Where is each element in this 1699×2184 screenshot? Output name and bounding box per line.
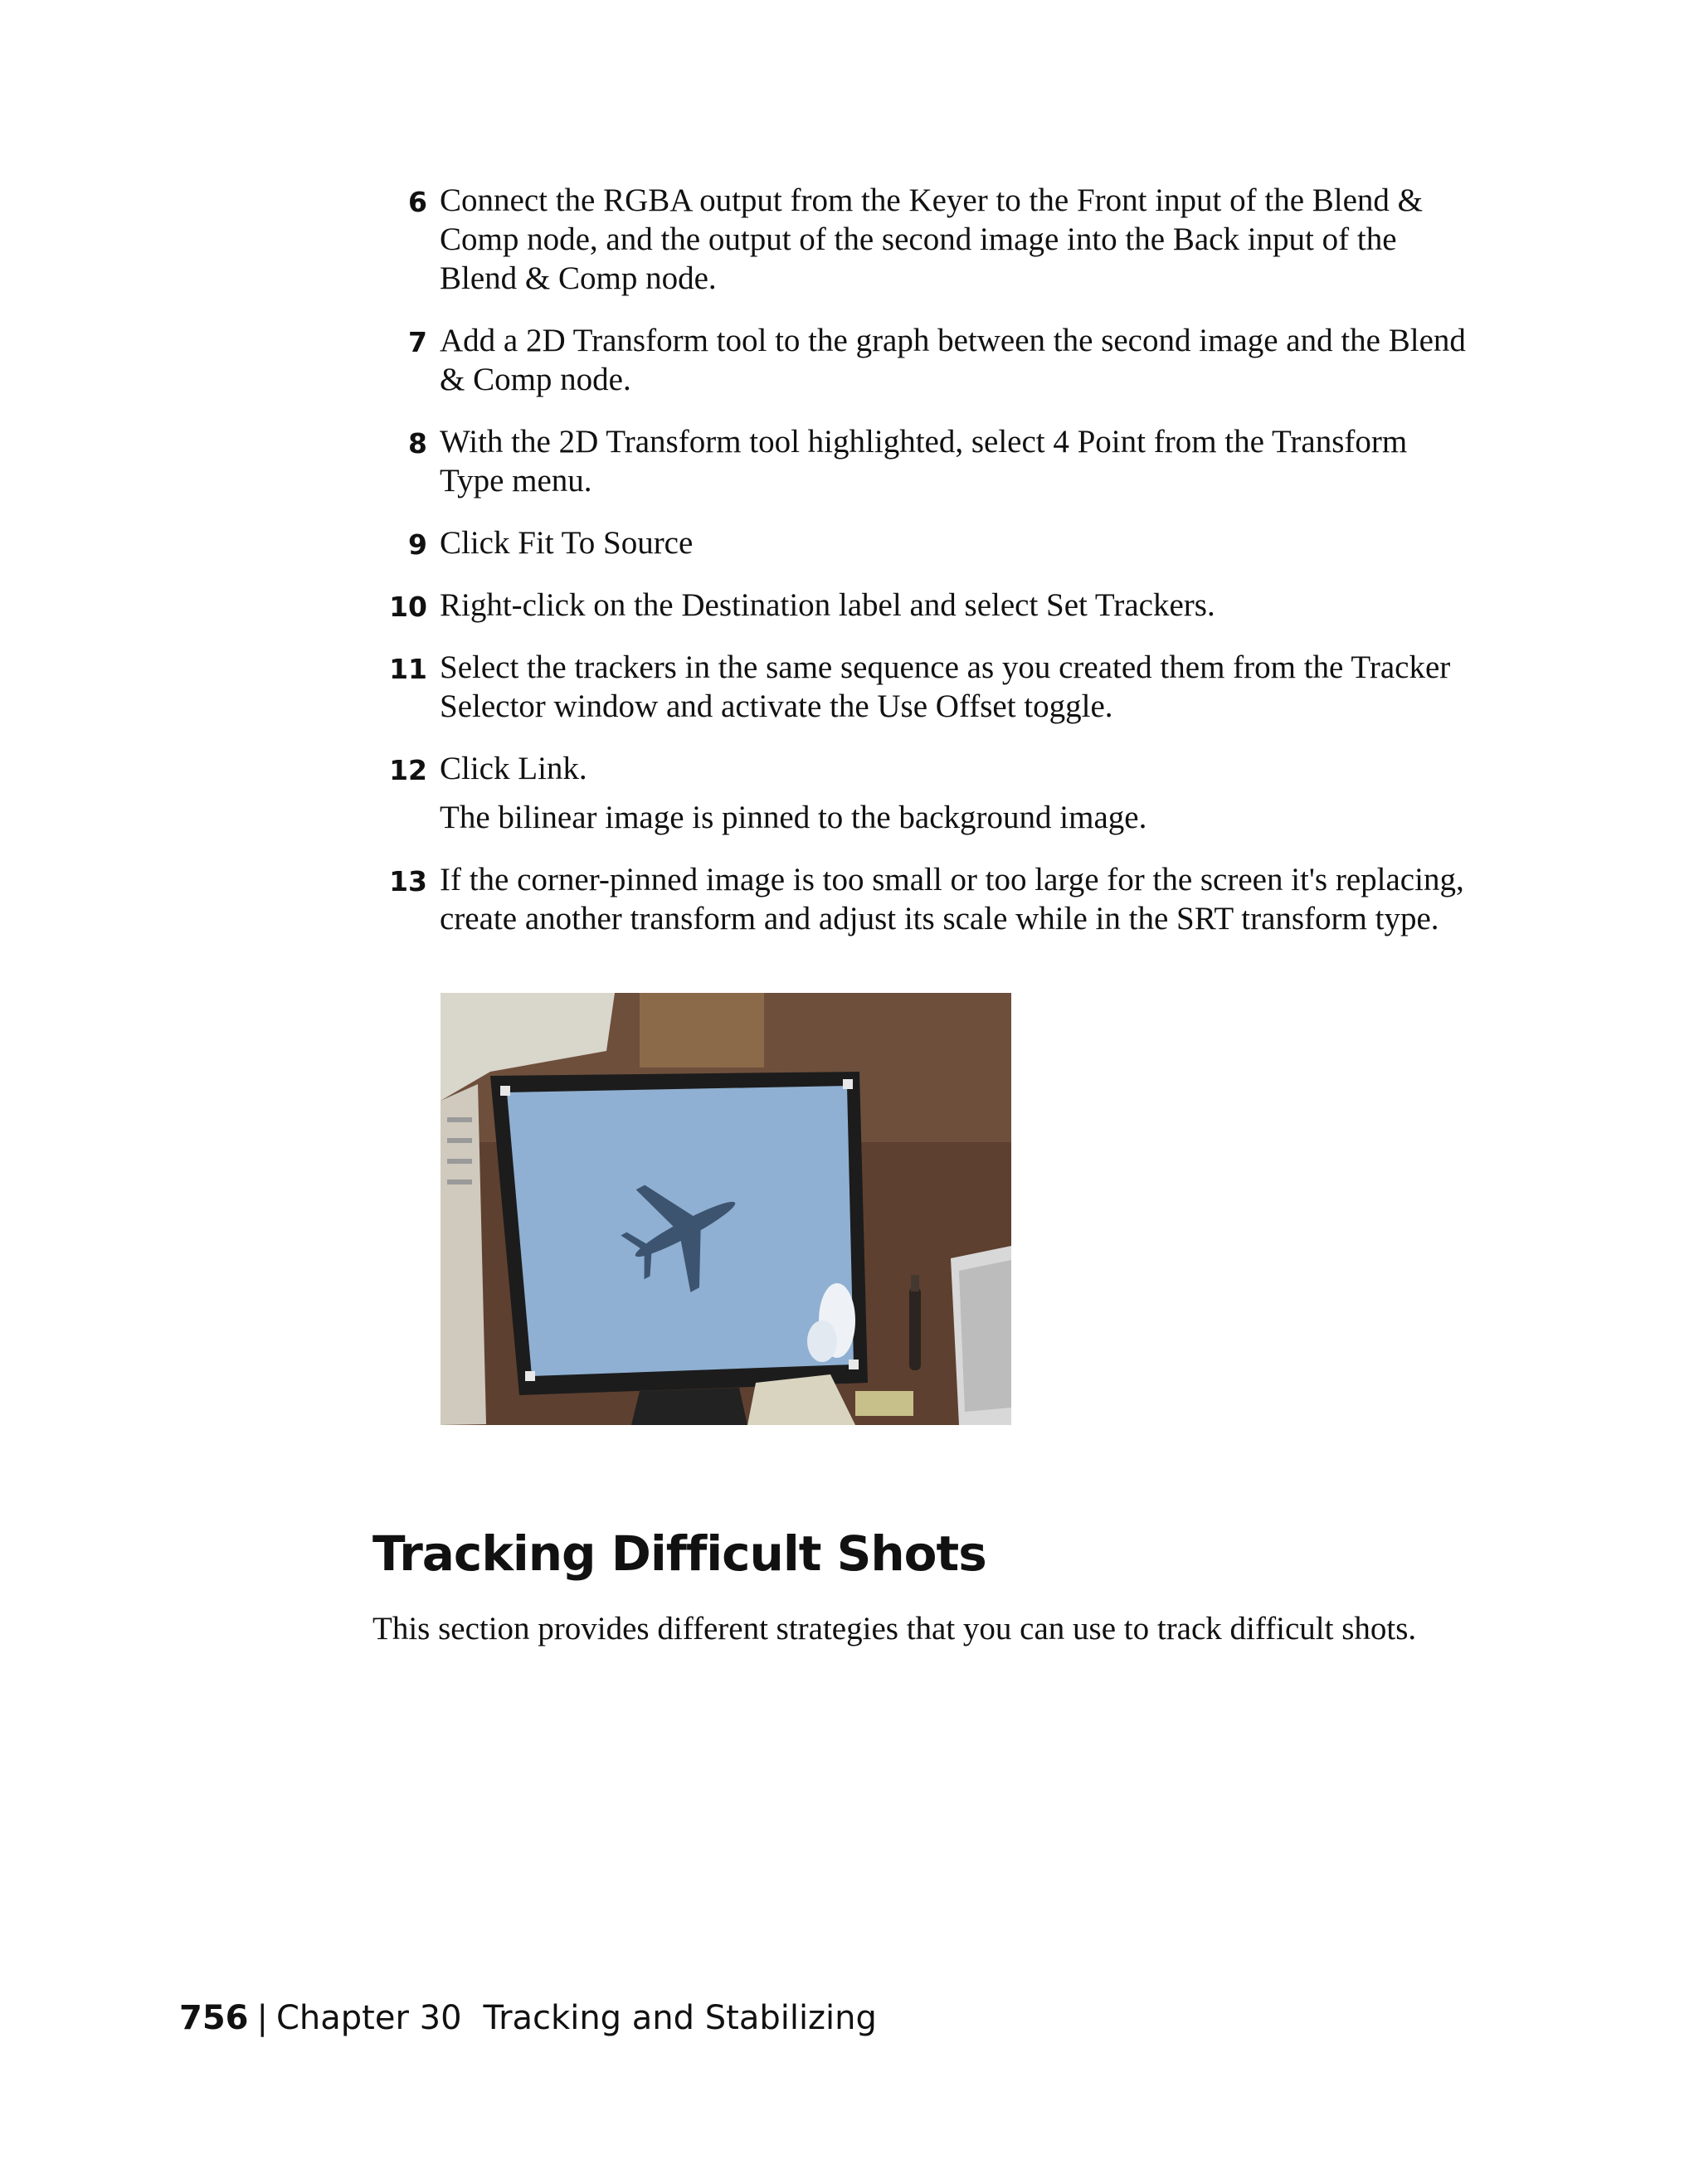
step-text: If the corner-pinned image is too small or too large for the screen it's replacing, create another transform and adjust its scale while in the SRT transform type.	[440, 862, 1464, 936]
section-heading: Tracking Difficult Shots	[372, 1525, 986, 1582]
corkboard	[640, 993, 764, 1068]
step-number: 11	[389, 653, 427, 685]
step-item	[389, 749, 1468, 837]
step-number: 7	[408, 326, 427, 358]
paper-line	[447, 1180, 472, 1184]
section-intro: This section provides different strategies that you can use to track difficult shots.	[372, 1611, 1417, 1647]
step-text: Connect the RGBA output from the Keyer to the Front input of the Blend & Comp node, and the output of the second image into the Back input of the Blend & Comp node.	[440, 182, 1424, 296]
step-number: 8	[408, 427, 427, 460]
step-result: The bilinear image is pinned to the background image.	[440, 800, 1147, 835]
corner-marker	[849, 1360, 859, 1369]
corner-marker	[525, 1371, 535, 1381]
page-footer	[179, 1997, 877, 2039]
step-text: Click Link.	[440, 751, 587, 786]
step-number: 13	[389, 865, 427, 897]
corner-marker	[500, 1086, 510, 1096]
paper-line	[447, 1159, 472, 1164]
step-text: Select the trackers in the same sequence as you created them from the Tracker Selector window and activate the Use Offset toggle.	[440, 649, 1451, 724]
paper-line	[447, 1117, 472, 1122]
step-item	[389, 586, 1468, 625]
bottle-cap	[911, 1275, 919, 1291]
corner-marker	[843, 1079, 853, 1089]
step-item	[389, 648, 1468, 726]
monitor-stand	[631, 1388, 747, 1425]
chapter-label: Chapter 30	[275, 1999, 462, 2037]
step-text: Click Fit To Source	[440, 525, 694, 561]
desk-item	[855, 1391, 913, 1416]
step-item	[408, 422, 1468, 500]
paper-line	[447, 1138, 472, 1143]
step-item	[408, 321, 1468, 399]
step-number: 12	[389, 754, 427, 786]
laptop-screen	[959, 1260, 1011, 1412]
step-number: 10	[389, 591, 427, 623]
step-item	[408, 523, 1468, 562]
chapter-title: Tracking and Stabilizing	[483, 1999, 877, 2037]
footer-separator: |	[256, 1999, 268, 2037]
page-number: 756	[179, 1999, 249, 2037]
step-text: With the 2D Transform tool highlighted, select 4 Point from the Transform Type menu.	[440, 424, 1408, 499]
step-text: Right-click on the Destination label and select Set Trackers.	[440, 587, 1215, 623]
cloud	[807, 1321, 837, 1362]
step-item	[389, 860, 1468, 938]
steps-list	[389, 181, 1468, 961]
step-item	[408, 181, 1468, 298]
step-number: 6	[408, 186, 427, 218]
step-text: Add a 2D Transform tool to the graph between the second image and the Blend & Comp node.	[440, 323, 1466, 397]
photo-illustration	[441, 993, 1011, 1425]
bottle	[909, 1287, 921, 1370]
step-number: 9	[408, 528, 427, 561]
corner-pinned-screenshot	[441, 993, 1011, 1425]
